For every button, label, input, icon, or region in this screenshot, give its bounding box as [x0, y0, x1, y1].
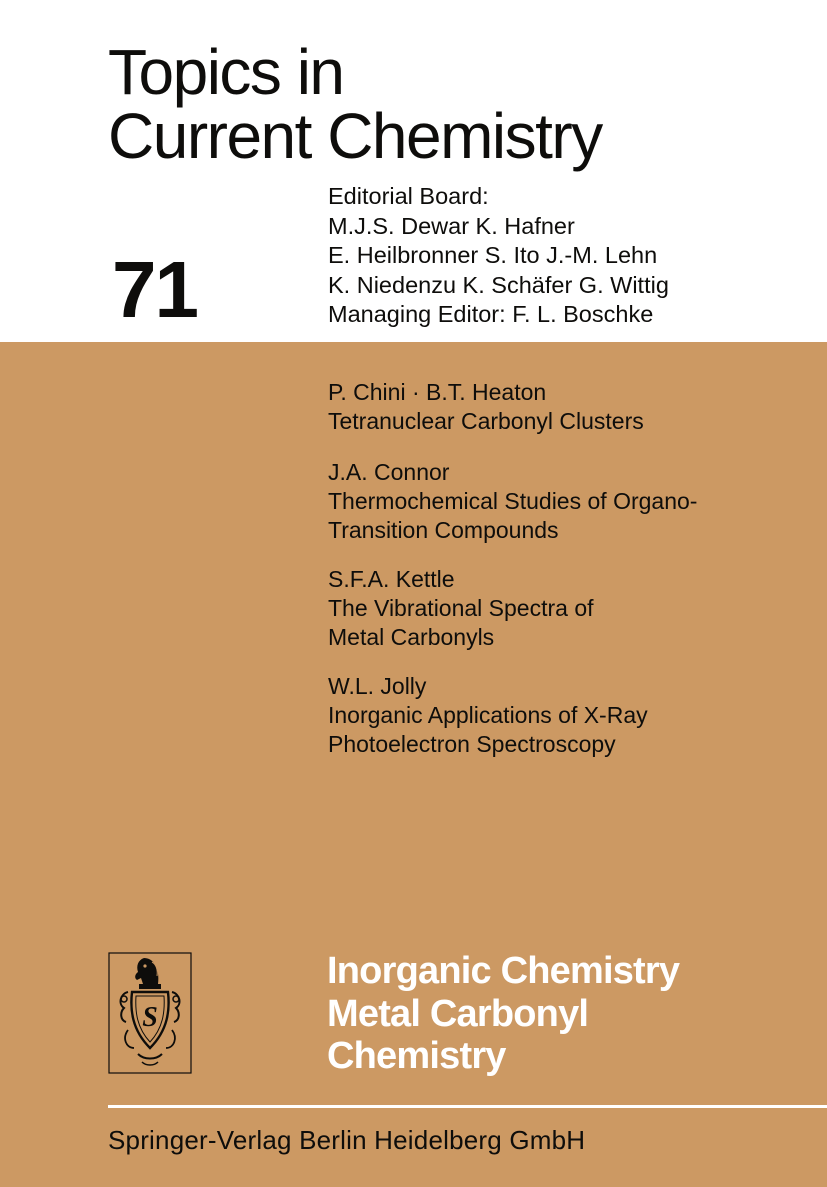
editorial-board-line: M.J.S. Dewar K. Hafner — [328, 212, 575, 239]
contribution-item — [328, 378, 697, 436]
volume-title-line: Chemistry — [327, 1035, 506, 1077]
contribution-authors: J.A. Connor — [328, 459, 450, 485]
publisher-divider — [108, 1105, 827, 1108]
volume-title-line: Metal Carbonyl — [327, 992, 589, 1035]
contribution-authors: W.L. Jolly — [328, 673, 427, 699]
editorial-board-line: K. Niedenzu K. Schäfer G. Wittig — [328, 271, 669, 298]
contribution-title: Metal Carbonyls — [328, 624, 495, 650]
cover-header-panel — [0, 0, 827, 342]
editorial-board-line: E. Heilbronner S. Ito J.-M. Lehn — [328, 242, 658, 268]
contribution-authors: P. Chini · B.T. Heaton — [328, 379, 547, 405]
contribution-title: Photoelectron Spectroscopy — [328, 731, 616, 757]
contents-list — [328, 378, 697, 781]
series-title-line-1: Topics in — [108, 36, 344, 108]
contribution-title: The Vibrational Spectra of — [328, 595, 594, 621]
contribution-item — [328, 458, 697, 545]
contribution-item — [328, 672, 697, 759]
series-title — [108, 36, 602, 172]
managing-editor: Managing Editor: F. L. Boschke — [328, 301, 654, 327]
contribution-title: Thermochemical Studies of Organo- — [328, 488, 698, 514]
volume-title-line: Inorganic Chemistry — [327, 950, 680, 992]
publisher-imprint: Springer-Verlag Berlin Heidelberg GmbH — [108, 1125, 586, 1155]
svg-text:S: S — [142, 1002, 158, 1033]
contribution-item — [328, 565, 697, 652]
contribution-title: Tetranuclear Carbonyl Clusters — [328, 408, 644, 434]
editorial-board — [328, 182, 669, 330]
contribution-title: Inorganic Applications of X-Ray — [328, 702, 648, 728]
volume-number: 71 — [112, 245, 197, 334]
series-title-line-2: Current Chemistry — [108, 100, 602, 172]
volume-title — [327, 950, 679, 1078]
editorial-board-heading: Editorial Board: — [328, 183, 489, 209]
contribution-title: Transition Compounds — [328, 517, 559, 543]
springer-knight-logo-icon — [108, 952, 192, 1074]
contribution-authors: S.F.A. Kettle — [328, 566, 455, 592]
